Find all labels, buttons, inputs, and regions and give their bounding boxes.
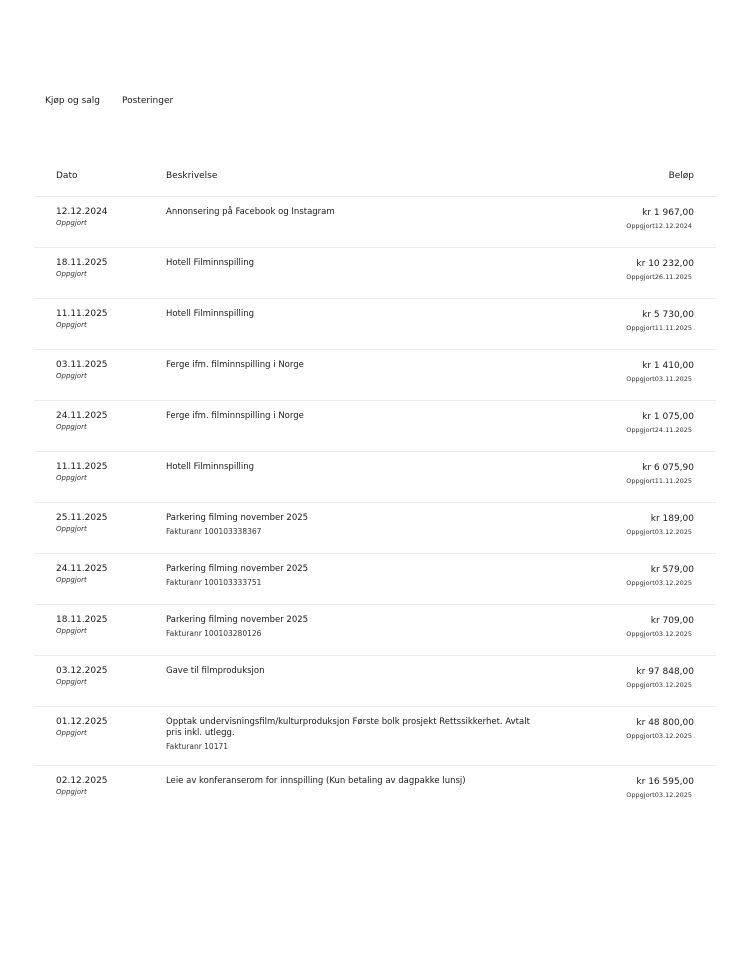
table-row[interactable] xyxy=(34,707,716,766)
date-cell xyxy=(56,513,108,534)
settled-date: Oppgjort24.11.2025 xyxy=(626,426,692,434)
tab-bar xyxy=(45,96,173,106)
transaction-description: Parkering filming november 2025 xyxy=(166,564,309,574)
table-row[interactable] xyxy=(34,605,716,656)
transaction-date: 12.12.2024 xyxy=(56,207,108,217)
transaction-date: 01.12.2025 xyxy=(56,717,108,727)
date-cell xyxy=(56,309,108,330)
description-cell xyxy=(166,615,546,639)
transaction-amount: kr 1 967,00 xyxy=(642,208,694,218)
date-cell xyxy=(56,717,108,738)
settled-date: Oppgjort11.11.2025 xyxy=(626,324,692,332)
settled-date: Oppgjort03.12.2025 xyxy=(626,732,692,740)
transaction-date: 18.11.2025 xyxy=(56,615,108,625)
transactions-table xyxy=(34,164,716,816)
tab-posteringer[interactable]: Posteringer xyxy=(121,96,174,106)
settled-date: Oppgjort03.12.2025 xyxy=(626,579,692,587)
amount-cell xyxy=(626,615,694,640)
amount-cell xyxy=(626,666,694,691)
date-cell xyxy=(56,411,108,432)
status-label: Oppgjort xyxy=(56,525,87,533)
transaction-date: 24.11.2025 xyxy=(56,411,108,421)
table-row[interactable] xyxy=(34,656,716,707)
table-row[interactable] xyxy=(34,401,716,452)
description-cell xyxy=(166,411,546,422)
amount-cell xyxy=(626,207,694,232)
transaction-amount: kr 1 410,00 xyxy=(642,361,694,371)
transaction-amount: kr 10 232,00 xyxy=(636,259,694,269)
table-row[interactable] xyxy=(34,299,716,350)
column-header-description[interactable]: Beskrivelse xyxy=(166,171,218,181)
status-label: Oppgjort xyxy=(56,678,87,686)
status-label: Oppgjort xyxy=(56,270,87,278)
settled-date: Oppgjort12.12.2024 xyxy=(626,222,692,230)
date-cell xyxy=(56,258,108,279)
transaction-date: 24.11.2025 xyxy=(56,564,108,574)
date-cell xyxy=(56,462,108,483)
status-label: Oppgjort xyxy=(56,576,87,584)
transaction-description: Annonsering på Facebook og Instagram xyxy=(166,207,335,217)
transaction-description: Gave til filmproduksjon xyxy=(166,666,265,676)
description-cell xyxy=(166,207,546,218)
description-cell xyxy=(166,309,546,320)
date-cell xyxy=(56,207,108,228)
date-cell xyxy=(56,564,108,585)
tab-kjop-og-salg[interactable]: Kjøp og salg xyxy=(45,96,100,106)
transaction-amount: kr 189,00 xyxy=(650,514,694,524)
transaction-date: 11.11.2025 xyxy=(56,309,108,319)
invoice-number: Fakturanr 10171 xyxy=(166,742,229,751)
transaction-description: Ferge ifm. filminnspilling i Norge xyxy=(166,411,304,421)
table-header xyxy=(34,164,716,197)
transaction-date: 11.11.2025 xyxy=(56,462,108,472)
settled-date: Oppgjort03.11.2025 xyxy=(626,375,692,383)
column-header-date[interactable]: Dato xyxy=(56,171,78,181)
status-label: Oppgjort xyxy=(56,729,87,737)
transaction-description: Hotell Filminnspilling xyxy=(166,309,255,319)
table-row[interactable] xyxy=(34,350,716,401)
status-label: Oppgjort xyxy=(56,788,87,796)
invoice-number: Fakturanr 100103280126 xyxy=(166,629,262,638)
amount-cell xyxy=(626,411,694,436)
transaction-date: 02.12.2025 xyxy=(56,776,108,786)
description-cell xyxy=(166,513,546,537)
table-row[interactable] xyxy=(34,766,716,816)
table-row[interactable] xyxy=(34,503,716,554)
amount-cell xyxy=(626,309,694,334)
transaction-description: Opptak undervisningsfilm/kulturproduksjon Første bolk prosjekt Rettssikkerhet. Avtalt pris inkl. utlegg. xyxy=(166,717,530,738)
transaction-amount: kr 1 075,00 xyxy=(642,412,694,422)
transaction-amount: kr 16 595,00 xyxy=(636,777,694,787)
description-cell xyxy=(166,564,546,588)
table-row[interactable] xyxy=(34,554,716,605)
transaction-amount: kr 97 848,00 xyxy=(636,667,694,677)
transaction-amount: kr 48 800,00 xyxy=(636,718,694,728)
amount-cell xyxy=(626,564,694,589)
transaction-amount: kr 5 730,00 xyxy=(642,310,694,320)
transaction-description: Parkering filming november 2025 xyxy=(166,615,309,625)
transaction-date: 25.11.2025 xyxy=(56,513,108,523)
amount-cell xyxy=(626,513,694,538)
status-label: Oppgjort xyxy=(56,372,87,380)
table-body xyxy=(34,197,716,816)
status-label: Oppgjort xyxy=(56,474,87,482)
transaction-description: Ferge ifm. filminnspilling i Norge xyxy=(166,360,304,370)
date-cell xyxy=(56,666,108,687)
settled-date: Oppgjort03.12.2025 xyxy=(626,681,692,689)
transaction-description: Hotell Filminnspilling xyxy=(166,462,255,472)
amount-cell xyxy=(626,360,694,385)
date-cell xyxy=(56,615,108,636)
status-label: Oppgjort xyxy=(56,321,87,329)
status-label: Oppgjort xyxy=(56,219,87,227)
settled-date: Oppgjort26.11.2025 xyxy=(626,273,692,281)
amount-cell xyxy=(626,717,694,742)
description-cell xyxy=(166,776,546,787)
invoice-number: Fakturanr 100103333751 xyxy=(166,578,262,587)
invoice-number: Fakturanr 100103338367 xyxy=(166,527,262,536)
settled-date: Oppgjort11.11.2025 xyxy=(626,477,692,485)
transaction-date: 03.12.2025 xyxy=(56,666,108,676)
date-cell xyxy=(56,360,108,381)
description-cell xyxy=(166,462,546,473)
transaction-date: 18.11.2025 xyxy=(56,258,108,268)
status-label: Oppgjort xyxy=(56,627,87,635)
column-header-amount[interactable]: Beløp xyxy=(668,171,694,181)
status-label: Oppgjort xyxy=(56,423,87,431)
table-row[interactable] xyxy=(34,248,716,299)
settled-date: Oppgjort03.12.2025 xyxy=(626,630,692,638)
amount-cell xyxy=(626,462,694,487)
settled-date: Oppgjort03.12.2025 xyxy=(626,528,692,536)
transaction-date: 03.11.2025 xyxy=(56,360,108,370)
transaction-amount: kr 6 075,90 xyxy=(642,463,694,473)
amount-cell xyxy=(626,258,694,283)
amount-cell xyxy=(626,776,694,801)
settled-date: Oppgjort03.12.2025 xyxy=(626,791,692,799)
description-cell xyxy=(166,666,546,677)
table-row[interactable] xyxy=(34,452,716,503)
date-cell xyxy=(56,776,108,797)
transaction-description: Hotell Filminnspilling xyxy=(166,258,255,268)
transaction-description: Parkering filming november 2025 xyxy=(166,513,309,523)
description-cell xyxy=(166,258,546,269)
description-cell xyxy=(166,360,546,371)
transaction-amount: kr 709,00 xyxy=(650,616,694,626)
transaction-description: Leie av konferanserom for innspilling (Kun betaling av dagpakke lunsj) xyxy=(166,776,466,786)
description-cell xyxy=(166,717,546,752)
transaction-amount: kr 579,00 xyxy=(650,565,694,575)
table-row[interactable] xyxy=(34,197,716,248)
